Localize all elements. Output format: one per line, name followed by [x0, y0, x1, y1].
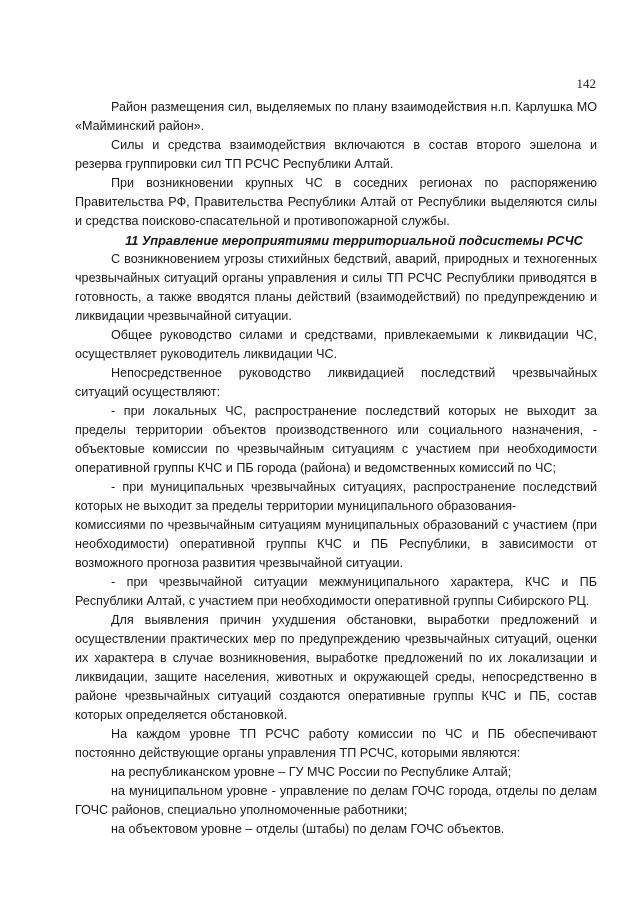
paragraph-object-level: на объектовом уровне – отделы (штабы) по делам ГОЧС объектов. [111, 822, 505, 836]
paragraph-republic-level: на республиканском уровне – ГУ МЧС России по Республике Алтай; [111, 765, 512, 779]
page-body [75, 98, 597, 839]
paragraph-operational-groups: Для выявления причин ухудшения обстановки, выработки предложений и осуществлении практических мер по предупреждению чрезвычайных ситуаций, оценки их характера в случае возникновения, выработке предложений по их локализации и ликвидации, защите населения, животных и окружающей среды, непосредственно в районе чрезвычайных ситуаций создаются оперативные группы КЧС и ПБ, состав которых определяется обстановкой. [75, 613, 597, 722]
paragraph-governing-bodies: На каждом уровне ТП РСЧС работу комиссии по ЧС и ПБ обеспечивают постоянно действующие органы управления ТП РСЧС, которыми являются: [75, 727, 597, 760]
paragraph-municipal-emergencies: - при муниципальных чрезвычайных ситуациях, распространение последствий которых не выходит за пределы территории муниципального образования- [75, 480, 597, 513]
paragraph-interaction-forces: Силы и средства взаимодействия включаются в состав второго эшелона и резерва группировки сил ТП РСЧС Республики Алтай. [75, 138, 597, 171]
page-number: 142 [576, 76, 596, 91]
paragraph-municipal-commissions: комиссиями по чрезвычайным ситуациям муниципальных образований с участием (при необходимости) оперативной группы КЧС и ПБ Республики, в зависимости от возможного прогноза развития чрезвычайной ситуации. [75, 518, 597, 570]
paragraph-intermunicipal: - при чрезвычайной ситуации межмуниципального характера, КЧС и ПБ Республики Алтай, с участием при необходимости оперативной группы Сибирского РЦ. [75, 575, 597, 608]
paragraph-local-emergencies: - при локальных ЧС, распространение последствий которых не выходит за пределы территории объектов производственного или социального назначения, - объектовые комиссии по чрезвычайным ситуациям с участием при необходимости оперативной группы КЧС и ПБ города (района) и ведомственных комиссий по ЧС; [75, 404, 597, 475]
paragraph-direct-management: Непосредственное руководство ликвидацией последствий чрезвычайных ситуаций осуществляют: [75, 366, 597, 399]
paragraph-general-management: Общее руководство силами и средствами, привлекаемыми к ликвидации ЧС, осуществляет руководитель ликвидации ЧС. [75, 328, 597, 361]
paragraph-deployment-area: Район размещения сил, выделяемых по плану взаимодействия н.п. Карлушка МО «Майминский район». [75, 100, 597, 133]
paragraph-municipal-level: на муниципальном уровне - управление по делам ГОЧС города, отделы по делам ГОЧС районов, специально уполномоченные работники; [75, 784, 597, 817]
paragraph-neighbor-regions: При возникновении крупных ЧС в соседних регионах по распоряжению Правительства РФ, Правительства Республики Алтай от Республики выделяются силы и средства поисково-спасательной и противопожарной службы. [75, 176, 597, 228]
section-heading: 11 Управление мероприятиями территориальной подсистемы РСЧС [125, 233, 583, 248]
paragraph-threat-readiness: С возникновением угрозы стихийных бедствий, аварий, природных и техногенных чрезвычайных ситуаций органы управления и силы ТП РСЧС Республики приводятся в готовность, а также вводятся планы действий (взаимодействий) по предупреждению и ликвидации чрезвычайной ситуации. [75, 252, 597, 323]
